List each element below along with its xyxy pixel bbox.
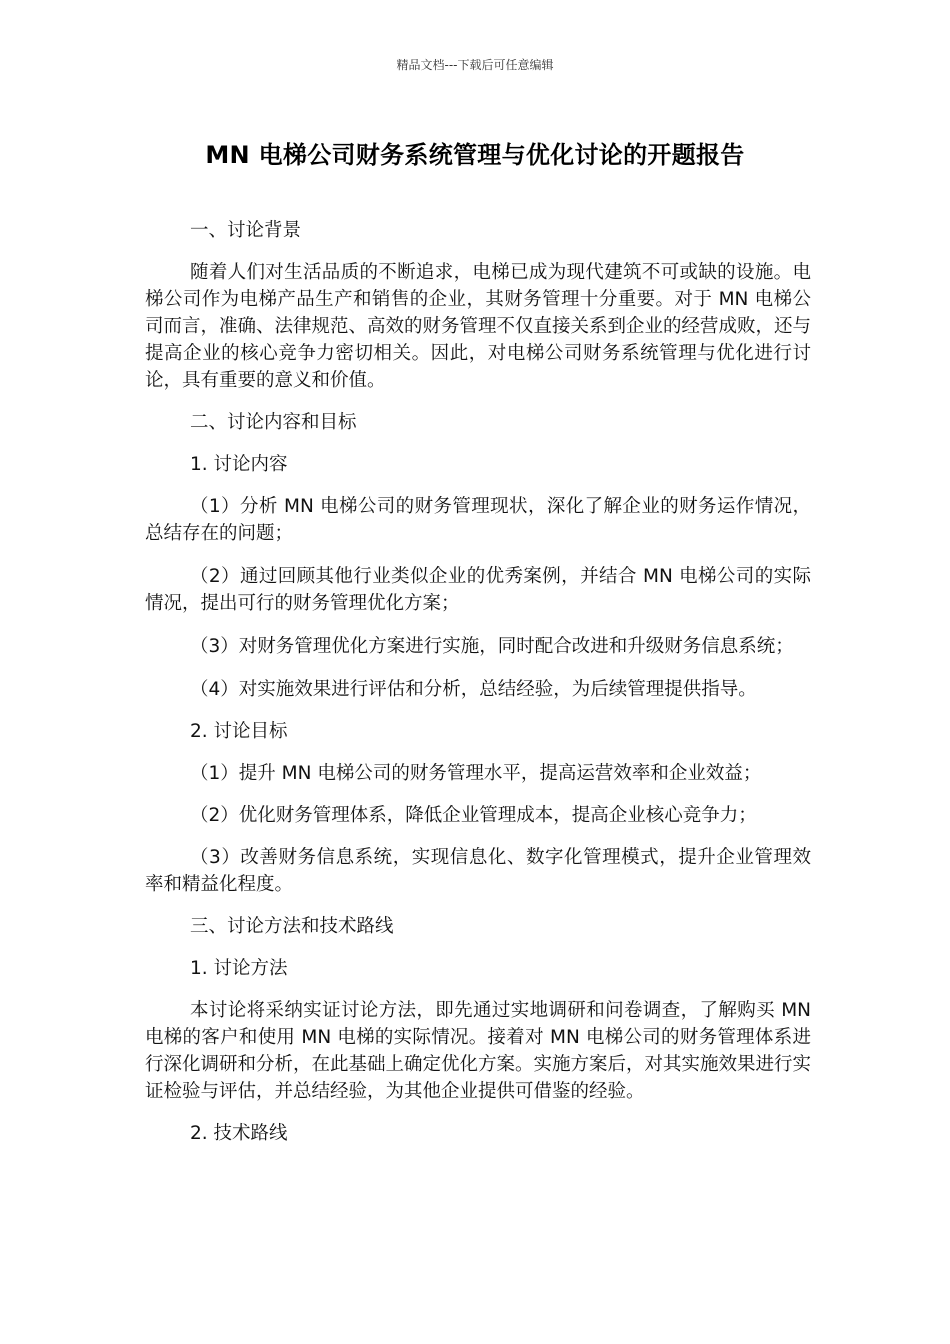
list-item-content-3: （3）对财务管理优化方案进行实施，同时配合改进和升级财务信息系统； [190, 636, 794, 657]
paragraph-background: 随着人们对生活品质的不断追求，电梯已成为现代建筑不可或缺的设施。电梯公司作为电梯产品生产和销售的企业，其财务管理十分重要。对于 MN 电梯公司而言，准确、法律规范、高效的财务管理不仅直接关系到企业的经营成败，还与提高企业的核心竞争力密切相关。因此，对电梯公司财务系统管理与优化进行讨论，具有重要的意义和价值。 [145, 262, 812, 391]
list-item-goal-2: （2）优化财务管理体系，降低企业管理成本，提高企业核心竞争力； [190, 805, 757, 826]
paragraph-methods: 本讨论将采纳实证讨论方法，即先通过实地调研和问卷调查，了解购买 MN 电梯的客户和使用 MN 电梯的实际情况。接着对 MN 电梯公司的财务管理体系进行深化调研和分析，在此基础上确定优化方案。实施方案后，对其实施效果进行实证检验与评估，并总结经验，为其他企业提供可借鉴的经验。 [145, 1000, 812, 1102]
section-heading-content-goals: 二、讨论内容和目标 [190, 412, 357, 433]
subheading-content: 1. 讨论内容 [190, 454, 288, 475]
document-title: MN 电梯公司财务系统管理与优化讨论的开题报告 [205, 141, 745, 169]
page-header: 精品文档---下载后可任意编辑 [396, 58, 554, 72]
list-item-content-2: （2）通过回顾其他行业类似企业的优秀案例，并结合 MN 电梯公司的实际情况，提出可行的财务管理优化方案； [145, 566, 811, 614]
subheading-methods: 1. 讨论方法 [190, 958, 288, 979]
document-body [145, 217, 811, 1147]
list-item-goal-1: （1）提升 MN 电梯公司的财务管理水平，提高运营效率和企业效益； [190, 763, 762, 784]
list-item-content-1: （1）分析 MN 电梯公司的财务管理现状，深化了解企业的财务运作情况，总结存在的问题； [145, 496, 811, 544]
section-heading-methods: 三、讨论方法和技术路线 [190, 916, 394, 937]
subheading-technical-route: 2. 技术路线 [190, 1123, 288, 1144]
list-item-content-4: （4）对实施效果进行评估和分析，总结经验，为后续管理提供指导。 [190, 679, 757, 700]
subheading-goals: 2. 讨论目标 [190, 721, 288, 742]
section-heading-background: 一、讨论背景 [190, 220, 302, 241]
list-item-goal-3: （3）改善财务信息系统，实现信息化、数字化管理模式，提升企业管理效率和精益化程度。 [145, 847, 811, 895]
